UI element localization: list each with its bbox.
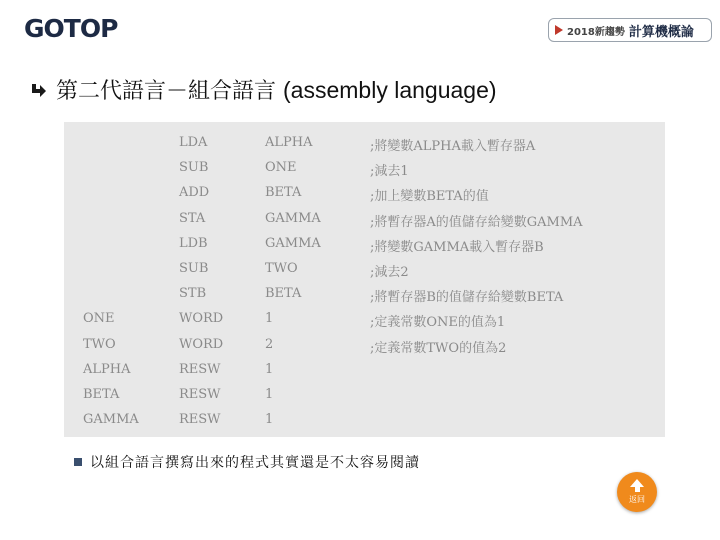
code-operand: TWO — [265, 261, 298, 276]
code-line — [64, 286, 665, 308]
code-line — [64, 160, 665, 182]
bullet-point — [74, 452, 420, 472]
code-label: TWO — [83, 336, 116, 352]
code-line — [64, 135, 665, 157]
bullet-text: 以組合語言撰寫出來的程式其實還是不太容易閱讀 — [90, 455, 420, 471]
code-line — [64, 311, 665, 333]
play-arrow-icon — [555, 25, 563, 35]
code-comment: ;將變數ALPHA載入暫存器A — [370, 139, 536, 154]
code-opcode: LDA — [179, 135, 208, 150]
code-label: ONE — [83, 311, 115, 327]
book-title-badge — [548, 18, 712, 42]
code-operand: 1 — [265, 412, 274, 428]
code-label: GAMMA — [83, 412, 139, 428]
assembly-code-listing — [64, 122, 665, 437]
code-opcode: WORD — [179, 336, 224, 352]
code-operand: 1 — [265, 361, 274, 377]
code-opcode: ADD — [179, 185, 210, 201]
code-comment: ;減去1 — [370, 164, 409, 180]
code-comment: ;將暫存器B的值儲存給變數BETA — [370, 290, 564, 306]
code-line — [64, 236, 665, 258]
code-line — [64, 211, 665, 233]
code-line — [64, 261, 665, 283]
code-comment: ;定義常數TWO的值為2 — [370, 340, 507, 356]
code-operand: BETA — [265, 185, 302, 201]
code-operand: ALPHA — [265, 135, 313, 150]
code-opcode: SUB — [179, 261, 209, 276]
code-comment: ;加上變數BETA的值 — [370, 189, 489, 205]
code-operand: GAMMA — [265, 235, 321, 251]
code-line — [64, 185, 665, 207]
code-operand: 1 — [265, 387, 274, 402]
code-label: BETA — [83, 387, 120, 402]
code-comment: ;定義常數ONE的值為1 — [370, 315, 506, 331]
code-opcode: WORD — [179, 311, 224, 327]
code-comment: ;將暫存器A的值儲存給變數GAMMA — [370, 214, 583, 230]
heading-zh: 第二代語言－組合語言 — [56, 79, 277, 104]
heading-en: (assembly language) — [283, 77, 497, 103]
bullet-arrow-icon — [28, 80, 48, 100]
code-opcode: STA — [179, 210, 206, 226]
code-line — [64, 362, 665, 384]
code-operand: 2 — [265, 336, 274, 352]
code-opcode: SUB — [179, 160, 209, 176]
book-title: 計算機概論 — [628, 24, 694, 40]
code-operand: ONE — [265, 160, 297, 176]
code-line — [64, 412, 665, 434]
square-bullet-icon — [74, 458, 82, 466]
code-opcode: RESW — [179, 412, 221, 428]
code-operand: 1 — [265, 311, 274, 327]
code-operand: GAMMA — [265, 210, 321, 226]
back-button-label: 返回 — [629, 495, 645, 504]
code-line — [64, 337, 665, 359]
code-line — [64, 387, 665, 409]
code-opcode: RESW — [179, 387, 221, 402]
book-year: 2018新趨勢 — [567, 26, 625, 38]
slide-heading — [28, 74, 497, 105]
gotop-logo: GOTOP — [24, 14, 118, 43]
code-comment: ;將變數GAMMA載入暫存器B — [370, 239, 544, 255]
code-opcode: RESW — [179, 361, 221, 377]
code-opcode: LDB — [179, 235, 208, 251]
back-button[interactable] — [617, 472, 657, 512]
code-comment: ;減去2 — [370, 265, 409, 280]
code-label: ALPHA — [83, 361, 131, 377]
up-arrow-icon — [630, 479, 644, 487]
code-operand: BETA — [265, 286, 302, 302]
code-opcode: STB — [179, 286, 207, 302]
